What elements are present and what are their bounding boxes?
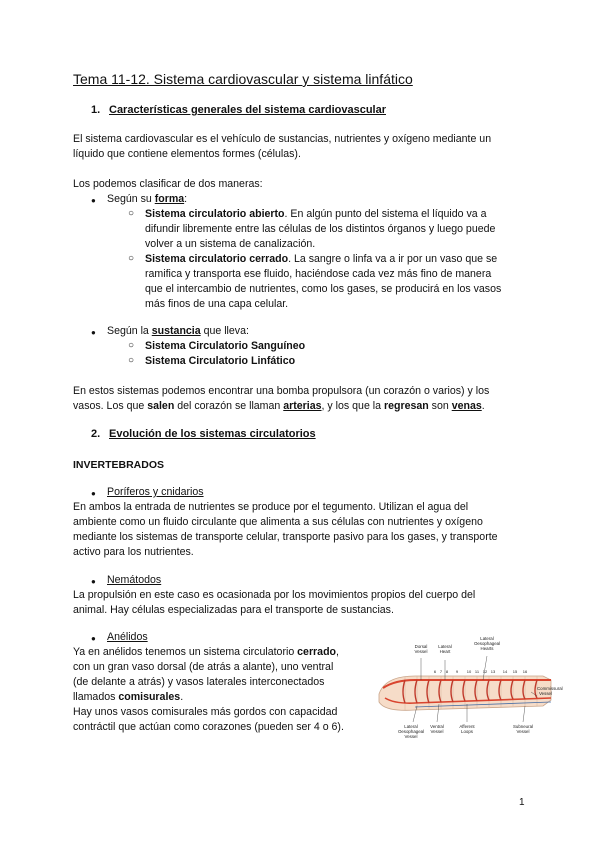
section-2-heading — [91, 428, 391, 442]
section-number: 2. — [91, 428, 101, 440]
section-heading-text: Evolución de los sistemas circulatorios — [109, 428, 316, 440]
pump-line-1: En estos sistemas podemos encontrar una bomba propulsora (un corazón o varios) y los — [73, 385, 490, 397]
nematodos-line-2: animal. Hay células especializadas para el transporte de sustancias. — [73, 604, 394, 616]
classify-text: Los podemos clasificar de dos maneras: — [73, 178, 263, 190]
sub-bullet-circle: ○ — [128, 355, 135, 366]
segment-number: 9 — [455, 669, 459, 674]
segment-number: 15 — [512, 669, 518, 674]
open-system-line-1: Sistema circulatorio abierto. En algún punto del sistema el líquido va a — [145, 208, 487, 220]
label-lateral-oesophageal-hearts: Lateral Oesophageal Hearts — [473, 636, 501, 651]
closed-system-line-2: ramifica y transporta ese fluido, haciéndose cada vez más fino de manera — [145, 268, 492, 280]
bullet-dot: ● — [91, 489, 96, 498]
poriferos-line-1: En ambos la entrada de nutrientes se produce por el tegumento. Utilizan el agua del — [73, 501, 469, 513]
label-lateral-heart: Lateral Heart — [438, 644, 452, 654]
bullet-forma: Según su forma: — [107, 193, 188, 205]
poriferos-line-4: activo para los nutrientes. — [73, 546, 194, 558]
invertebrates-heading: INVERTEBRADOS — [73, 459, 165, 471]
bullet-dot: ● — [91, 577, 96, 586]
closed-system-line-3: que el intercambio de nutrientes, como los gases, se producirá en los vasos — [145, 283, 502, 295]
segment-number: 12 — [482, 669, 488, 674]
segment-number: 10 — [466, 669, 472, 674]
segment-number: 7 — [439, 669, 443, 674]
poriferos-line-2: ambiente como un fluido circulante que alimenta a sus células con nutrientes y oxígeno — [73, 516, 483, 528]
label-commissural-vessel: Commissural Vessel — [537, 686, 563, 696]
sub-bullet-circle: ○ — [128, 208, 135, 219]
label-dorsal-vessel: Dorsal Vessel — [414, 644, 428, 654]
segment-number: 8 — [445, 669, 449, 674]
label-lateral-oesophageal-vessel: Lateral Oesophageal Vessel — [397, 724, 425, 739]
intro-line-1: El sistema cardiovascular es el vehículo de sustancias, nutrientes y oxígeno mediante un — [73, 133, 492, 145]
anelidos-line-3: (de delante a atrás) y vasos laterales interconectados — [73, 676, 325, 688]
open-system-line-3: volver a un sistema de canalización. — [145, 238, 316, 250]
nematodos-title: Nemátodos — [107, 574, 162, 586]
open-system-line-2: difundir libremente entre las células de los distintos órganos y luego puede — [145, 223, 496, 235]
anelidos-line-5: Hay unos vasos comisurales más gordos con capacidad — [73, 706, 338, 718]
bullet-dot: ● — [91, 328, 96, 337]
bullet-sustancia: Según la sustancia que lleva: — [107, 325, 249, 337]
anelidos-title: Anélidos — [107, 631, 148, 643]
blood-system: Sistema Circulatorio Sanguíneo — [145, 340, 306, 352]
section-number: 1. — [91, 104, 101, 116]
intro-line-2: líquido que contiene elementos formes (células). — [73, 148, 301, 160]
anelidos-line-1: Ya en anélidos tenemos un sistema circulatorio cerrado, — [73, 646, 339, 658]
poriferos-title: Poríferos y cnidarios — [107, 486, 204, 498]
anelidos-line-6: contráctil que actúan como corazones (pueden ser 4 o 6). — [73, 721, 344, 733]
section-1-heading — [91, 104, 411, 118]
anelidos-line-4: llamados comisurales. — [73, 691, 184, 703]
bullet-dot: ● — [91, 634, 96, 643]
label-ventral-vessel: Ventral Vessel — [430, 724, 444, 734]
lymph-system: Sistema Circulatorio Linfático — [145, 355, 296, 367]
bullet-dot: ● — [91, 196, 96, 205]
annelid-circulatory-diagram — [375, 636, 563, 744]
pump-line-2: vasos. Los que salen del corazón se llaman arterias, y los que la regresan son venas. — [73, 400, 485, 412]
segment-number: 16 — [522, 669, 528, 674]
section-heading-text: Características generales del sistema cardiovascular — [109, 104, 386, 116]
page-number: 1 — [519, 797, 525, 808]
page-title: Tema 11-12. Sistema cardiovascular y sistema linfático — [73, 71, 413, 87]
label-subneural-vessel: Subneural Vessel — [512, 724, 534, 734]
label-afferent-loops: Afferent Loops — [459, 724, 475, 734]
poriferos-line-3: mediante los sistemas de transporte celular, transporte pasivo para los gases, y transporte — [73, 531, 498, 543]
closed-system-line-1: Sistema circulatorio cerrado. La sangre o linfa va a ir por un vaso que se — [145, 253, 498, 265]
segment-number: 6 — [433, 669, 437, 674]
segment-number: 11 — [474, 669, 480, 674]
sub-bullet-circle: ○ — [128, 340, 135, 351]
segment-numbers — [434, 669, 528, 674]
sub-bullet-circle: ○ — [128, 253, 135, 264]
segment-number: 14 — [502, 669, 508, 674]
segment-number: 13 — [490, 669, 496, 674]
closed-system-line-4: más finos de una capa celular. — [145, 298, 289, 310]
anelidos-line-2: con un gran vaso dorsal (de atrás a alante), uno ventral — [73, 661, 334, 673]
nematodos-line-1: La propulsión en este caso es ocasionada por los movimientos propios del cuerpo del — [73, 589, 476, 601]
